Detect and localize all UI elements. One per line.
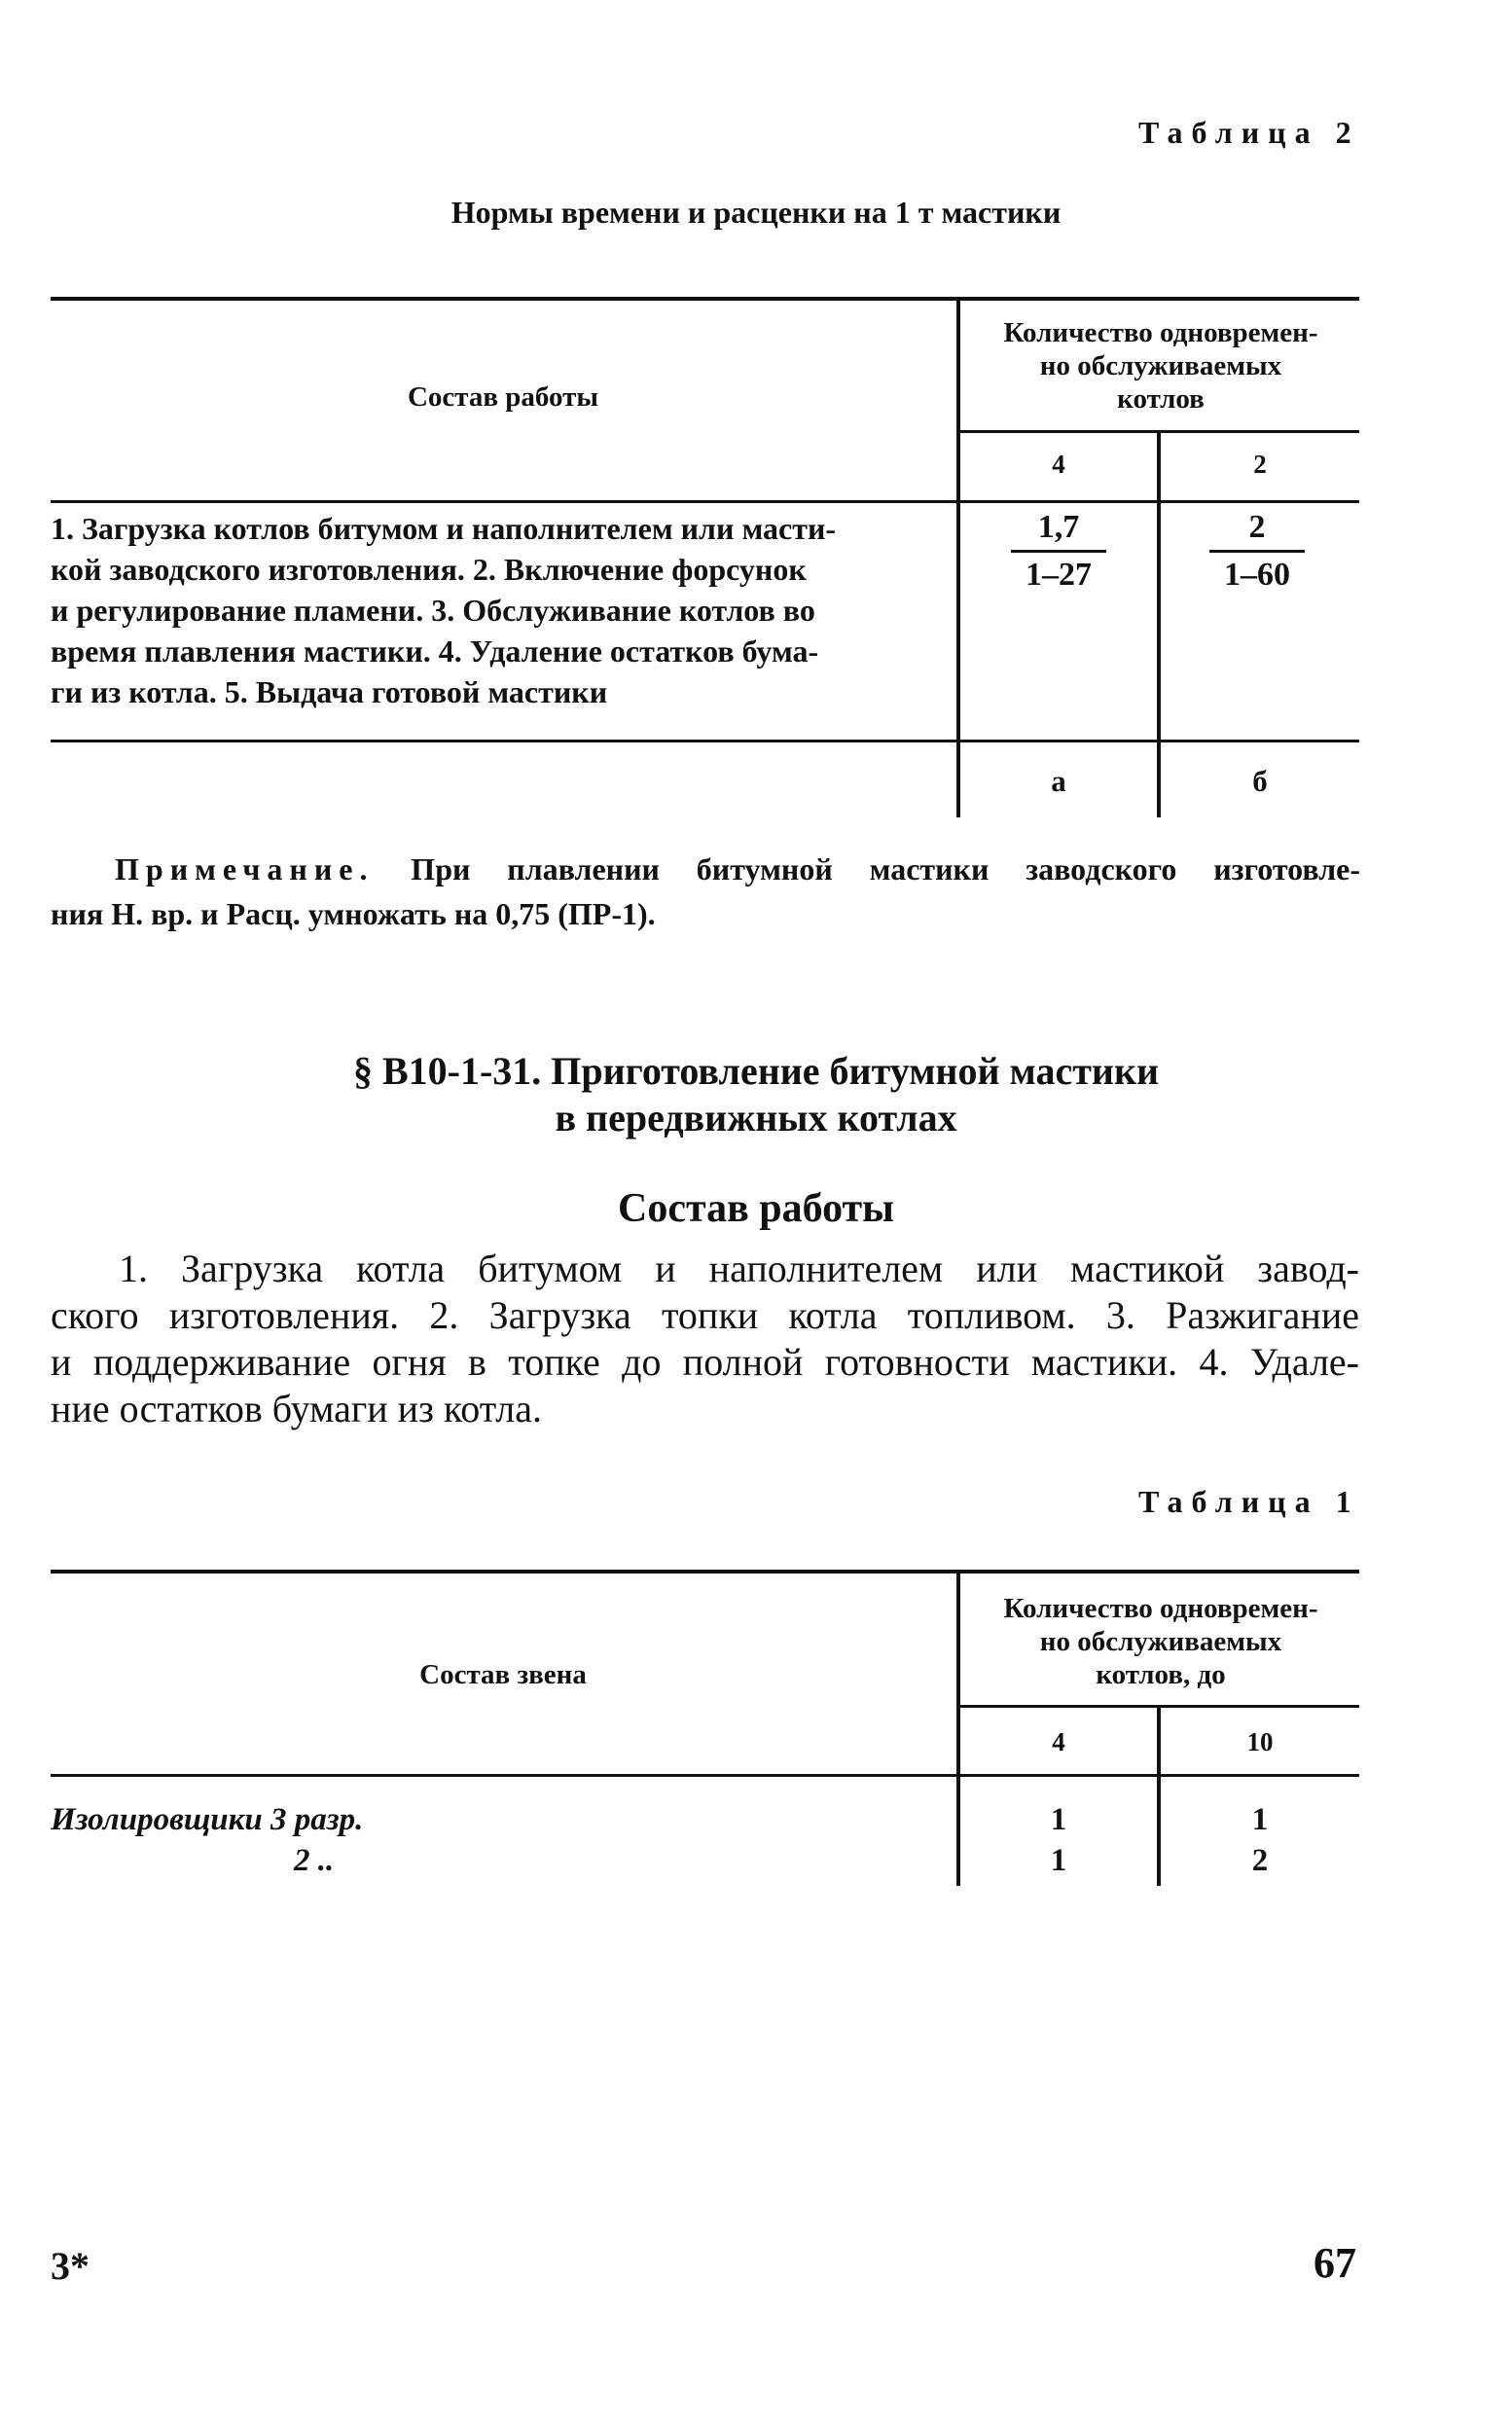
fraction-bar xyxy=(1209,550,1305,553)
signature-mark: 3* xyxy=(51,2244,90,2288)
table2-header-right-line: Количество одновремен- xyxy=(1003,317,1318,348)
table2-header-left: Состав работы xyxy=(407,381,599,413)
table1-header-right xyxy=(961,1592,1360,1691)
table2-work-line: 1. Загрузка котлов битумом и наполнителем или масти- xyxy=(51,511,837,546)
page-number: 67 xyxy=(1314,2239,1356,2287)
note-line-1 xyxy=(115,847,1360,891)
table1-cell: 1 xyxy=(1251,1802,1269,1837)
table2-header-bottom-rule xyxy=(51,500,1359,503)
section-body-line: ского изготовления. 2. Загрузка топки котла топливом. 3. Разжигание xyxy=(51,1293,1359,1337)
section-subtitle: Состав работы xyxy=(618,1186,894,1231)
section-body-line: и поддерживание огня в топке до полной готовности мастики. 4. Удале- xyxy=(51,1340,1359,1384)
table1-cell: 1 xyxy=(1050,1802,1067,1837)
note-label: Примечание. xyxy=(115,851,375,886)
section-body xyxy=(51,1246,1359,1432)
table2-title: Нормы времени и расценки на 1 т мастики xyxy=(450,195,1062,230)
section-body-line: ние остатков бумаги из котла. xyxy=(51,1387,542,1430)
table2-header-right-line: котлов xyxy=(1117,383,1205,415)
table1-header-left: Состав звена xyxy=(419,1659,587,1690)
table1-label: Таблица 1 xyxy=(1138,1484,1360,1519)
table1-col-header: 4 xyxy=(1052,1727,1065,1756)
fraction-bar xyxy=(1011,550,1106,553)
table1-col-header: 10 xyxy=(1246,1727,1274,1756)
table1-cell: 1 xyxy=(1050,1843,1067,1878)
table2-work-line: кой заводского изготовления. 2. Включение форсунок xyxy=(51,552,807,587)
fraction-numerator: 1,7 xyxy=(1037,509,1080,545)
table2-header-right-line: но обслуживаемых xyxy=(1039,350,1282,381)
table1-header-bottom-rule xyxy=(51,1774,1359,1777)
section-title: § В10-1-31. Приготовление битумной мастики xyxy=(352,1049,1160,1093)
table2-work-line: и регулирование пламени. 3. Обслуживание котлов во xyxy=(51,593,815,628)
table2-value-fraction xyxy=(1005,509,1112,594)
table2-col-header: 4 xyxy=(1052,450,1065,479)
table2-footer-letter: б xyxy=(1252,764,1268,798)
table1-cell: 2 xyxy=(1251,1843,1269,1878)
table1-main-divider xyxy=(956,1570,960,1886)
section-title-line-2: в передвижных котлах xyxy=(555,1096,957,1140)
table2-footer-letter: а xyxy=(1051,764,1066,798)
table2-col-header: 2 xyxy=(1253,450,1267,479)
table1-row-label: Изолировщики 3 разр. xyxy=(51,1802,364,1837)
table2-work-text xyxy=(51,508,946,712)
fraction-numerator: 2 xyxy=(1248,509,1266,545)
table2-value-fraction xyxy=(1204,509,1311,594)
table2-body-bottom-rule xyxy=(51,740,1359,742)
note-text: При плавлении битумной мастики заводского изготовле- xyxy=(411,851,1361,886)
note-line-2: ния Н. вр. и Расц. умножать на 0,75 (ПР-1). xyxy=(51,896,656,931)
table2-col-divider xyxy=(1157,430,1161,817)
fraction-denominator: 1–27 xyxy=(1026,557,1092,593)
table2-top-rule xyxy=(51,297,1359,301)
section-body-line: 1. Загрузка котла битумом и наполнителем или мастикой завод- xyxy=(119,1247,1359,1290)
table1-header-right-line: котлов, до xyxy=(1096,1659,1226,1690)
table1-header-right-line: но обслуживаемых xyxy=(1039,1626,1282,1657)
table2-header-right xyxy=(961,316,1360,416)
table2-work-line: ги из котла. 5. Выдача готовой мастики xyxy=(51,674,608,709)
table1-row-label: 2 .. xyxy=(294,1843,335,1878)
table2-label: Таблица 2 xyxy=(1138,115,1360,150)
fraction-denominator: 1–60 xyxy=(1224,557,1290,593)
table2-work-line: время плавления мастики. 4. Удаление остатков бума- xyxy=(51,633,819,669)
table1-top-rule xyxy=(51,1570,1359,1574)
table1-header-right-line: Количество одновремен- xyxy=(1003,1593,1318,1624)
